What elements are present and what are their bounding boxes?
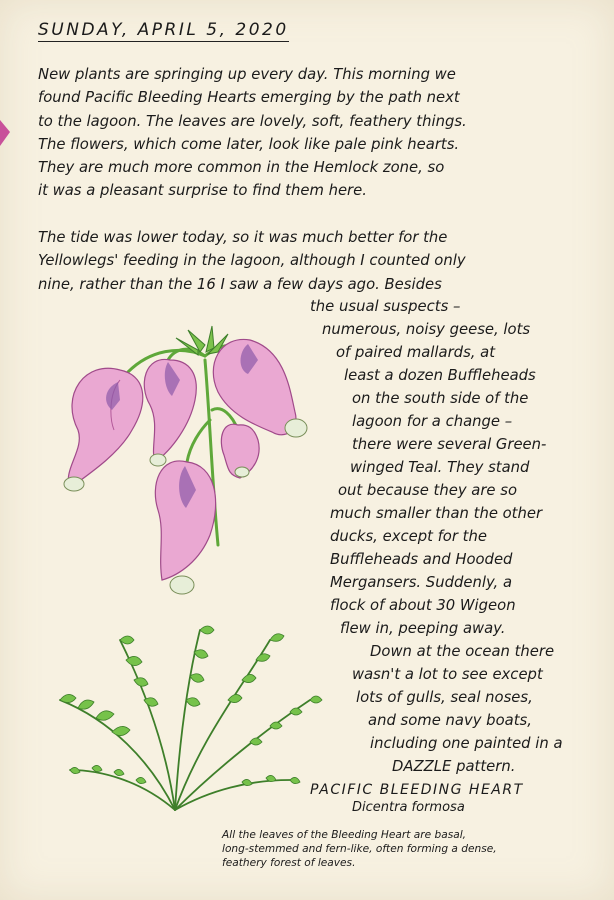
note-line: feathery forest of leaves. — [222, 857, 356, 870]
text-line: found Pacific Bleeding Hearts emerging by the path next — [38, 89, 460, 107]
wrap-line: wasn't a lot to see except — [352, 666, 543, 683]
wrap-line: ducks, except for the — [330, 528, 487, 545]
wrap-line: and some navy boats, — [368, 712, 532, 729]
journal-date: SUNDAY, APRIL 5, 2020 — [38, 20, 289, 40]
text-line: it was a pleasant surprise to find them here. — [38, 182, 367, 200]
wrap-line: Buffleheads and Hooded — [330, 551, 513, 568]
fern-leaves — [60, 630, 310, 810]
wrap-line: Down at the ocean there — [370, 643, 555, 660]
fern-leaflets — [60, 626, 322, 786]
text-line: Yellowlegs' feeding in the lagoon, although I counted only — [38, 252, 466, 270]
wrap-line: numerous, noisy geese, lots — [322, 321, 531, 338]
wrap-line: of paired mallards, at — [336, 344, 496, 361]
wrap-line: flock of about 30 Wigeon — [330, 597, 516, 614]
wrap-line: flew in, peeping away. — [340, 620, 506, 637]
wrap-line: winged Teal. They stand — [350, 459, 530, 476]
wrap-line: on the south side of the — [352, 390, 529, 407]
text-line: to the lagoon. The leaves are lovely, soft, feathery things. — [38, 112, 467, 130]
wrap-line: the usual suspects – — [310, 298, 461, 315]
heart-flower — [213, 339, 307, 437]
heart-flower — [221, 424, 259, 478]
wrap-line: there were several Green- — [352, 436, 547, 453]
text-line: New plants are springing up every day. This morning we — [38, 66, 456, 83]
heart-flower — [64, 368, 143, 491]
note-line: long-stemmed and fern-like, often forming a dense, — [222, 843, 497, 856]
illustration-scientific-name: Dicentra formosa — [352, 800, 465, 815]
illustration-caption-title: PACIFIC BLEEDING HEART — [310, 782, 524, 798]
illustration-note — [222, 828, 612, 871]
wrap-line: much smaller than the other — [330, 505, 543, 522]
wrap-line: least a dozen Buffleheads — [344, 367, 536, 384]
note-line: All the leaves of the Bleeding Heart are basal, — [222, 829, 467, 841]
wrap-line: out because they are so — [338, 482, 517, 499]
wrap-line: Mergansers. Suddenly, a — [330, 574, 513, 591]
wrap-line: lagoon for a change – — [352, 413, 513, 430]
text-line: The flowers, which come later, look like pale pink hearts. — [38, 135, 460, 153]
text-line: The tide was lower today, so it was much better for the — [38, 229, 448, 246]
wrap-line: DAZZLE pattern. — [392, 758, 516, 775]
text-line: They are much more common in the Hemlock zone, so — [38, 159, 445, 177]
wrap-line: lots of gulls, seal noses, — [356, 689, 533, 706]
heart-flower — [144, 359, 196, 466]
heart-flower — [155, 461, 215, 594]
text-line: nine, rather than the 16 I saw a few days ago. Besides — [38, 275, 442, 293]
wrap-line: including one painted in a — [370, 735, 563, 752]
